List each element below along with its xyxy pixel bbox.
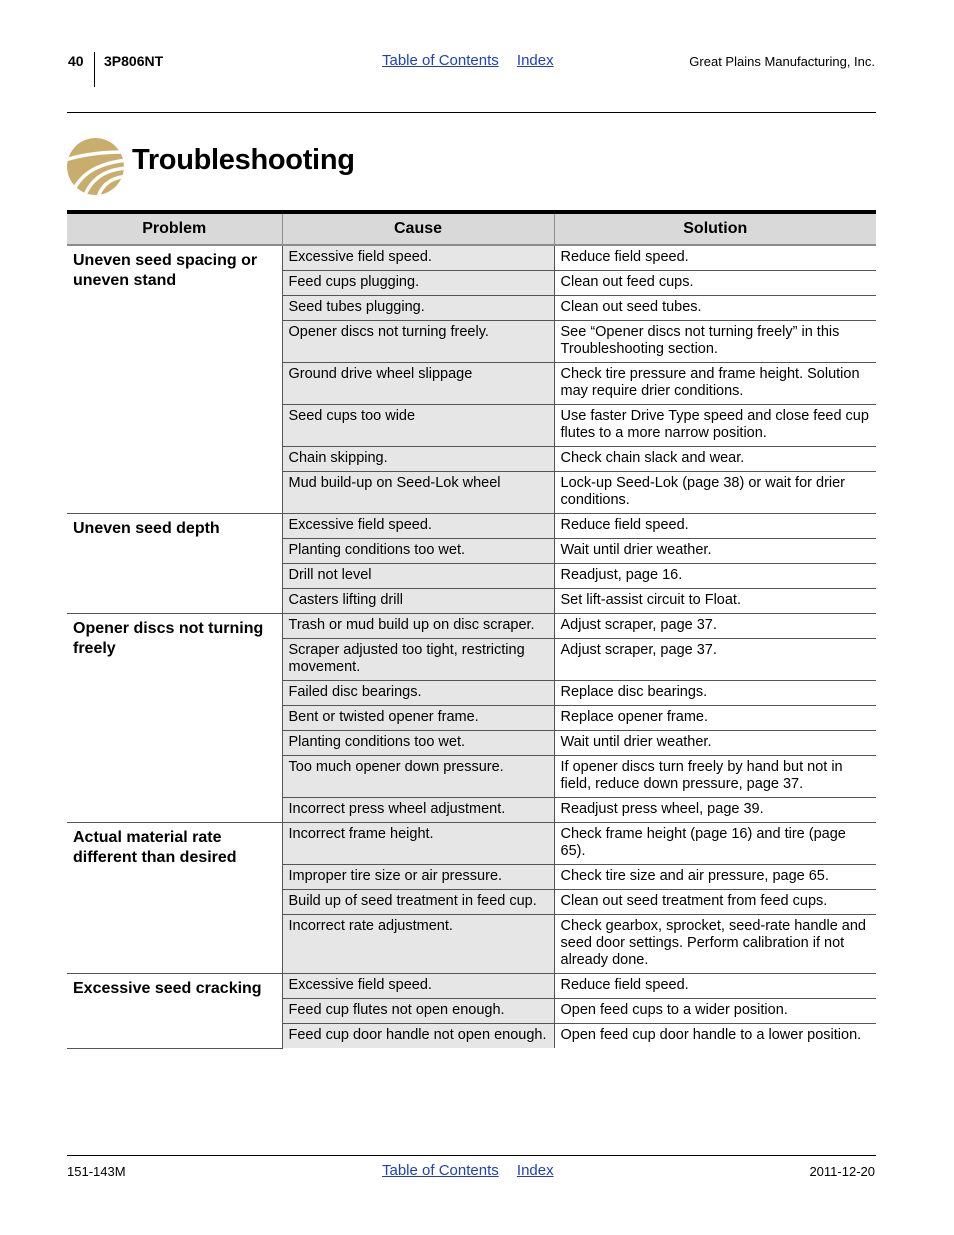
cause-cell: Improper tire size or air pressure. — [282, 865, 554, 890]
solution-cell: Use faster Drive Type speed and close feed cup flutes to a more narrow position. — [554, 405, 876, 447]
solution-cell: Lock-up Seed-Lok (page 38) or wait for drier conditions. — [554, 472, 876, 514]
header-nav — [382, 52, 568, 69]
problem-cell: Actual material rate different than desired — [67, 823, 282, 974]
problem-cell: Uneven seed spacing or uneven stand — [67, 245, 282, 514]
cause-cell: Excessive field speed. — [282, 514, 554, 539]
table-row — [67, 614, 876, 639]
solution-cell: Check chain slack and wear. — [554, 447, 876, 472]
cause-cell: Bent or twisted opener frame. — [282, 706, 554, 731]
solution-cell: Clean out seed treatment from feed cups. — [554, 890, 876, 915]
solution-cell: Replace disc bearings. — [554, 681, 876, 706]
problem-cell: Uneven seed depth — [67, 514, 282, 614]
solution-cell: Readjust press wheel, page 39. — [554, 798, 876, 823]
solution-cell: Open feed cup door handle to a lower position. — [560, 1027, 862, 1043]
solution-cell: Check gearbox, sprocket, seed-rate handle and seed door settings. Perform calibration if not already done. — [554, 915, 876, 974]
cause-cell: Feed cups plugging. — [282, 271, 554, 296]
cause-cell: Mud build-up on Seed-Lok wheel — [282, 472, 554, 514]
cause-cell: Drill not level — [282, 564, 554, 589]
cause-cell: Ground drive wheel slippage — [282, 363, 554, 405]
solution-cell: Replace opener frame. — [554, 706, 876, 731]
cause-cell: Too much opener down pressure. — [282, 756, 554, 798]
column-header-cause: Cause — [282, 212, 554, 245]
solution-cell: Wait until drier weather. — [554, 731, 876, 756]
table-row — [67, 514, 876, 539]
solution-cell: Check tire pressure and frame height. Solution may require drier conditions. — [554, 363, 876, 405]
header-divider — [94, 52, 95, 87]
solution-cell: Set lift-assist circuit to Float. — [554, 589, 876, 614]
cause-cell: Feed cup flutes not open enough. — [282, 999, 554, 1024]
footer-date: 2011-12-20 — [809, 1164, 875, 1179]
index-link[interactable]: Index — [516, 52, 554, 69]
cause-cell: Incorrect rate adjustment. — [282, 915, 554, 974]
solution-cell: Adjust scraper, page 37. — [554, 639, 876, 681]
solution-cell: Clean out feed cups. — [554, 271, 876, 296]
page-title: Troubleshooting — [132, 144, 355, 176]
solution-cell: If opener discs turn freely by hand but not in field, reduce down pressure, page 37. — [554, 756, 876, 798]
cause-cell: Excessive field speed. — [282, 974, 554, 999]
solution-cell: Readjust, page 16. — [554, 564, 876, 589]
footer-doc-number: 151-143M — [67, 1164, 126, 1179]
solution-cell: See “Opener discs not turning freely” in this Troubleshooting section. — [554, 321, 876, 363]
cause-cell: Trash or mud build up on disc scraper. — [282, 614, 554, 639]
page-header — [0, 0, 954, 115]
cause-cell: Opener discs not turning freely. — [282, 321, 554, 363]
solution-cell: Check tire size and air pressure, page 65. — [554, 865, 876, 890]
cause-cell: Planting conditions too wet. — [282, 731, 554, 756]
cause-cell: Incorrect frame height. — [282, 823, 554, 865]
solution-cell: Reduce field speed. — [554, 245, 876, 271]
cause-cell: Planting conditions too wet. — [282, 539, 554, 564]
document-code: 3P806NT — [104, 53, 164, 69]
solution-cell: Reduce field speed. — [554, 514, 876, 539]
column-header-solution: Solution — [554, 212, 876, 245]
cause-cell: Build up of seed treatment in feed cup. — [282, 890, 554, 915]
great-plains-logo-icon — [67, 138, 124, 195]
cause-cell: Scraper adjusted too tight, restricting movement. — [282, 639, 554, 681]
solution-cell: Adjust scraper, page 37. — [554, 614, 876, 639]
cause-cell: Casters lifting drill — [282, 589, 554, 614]
problem-cell: Excessive seed cracking — [67, 974, 282, 1049]
footer-rule — [67, 1155, 876, 1156]
cause-cell: Incorrect press wheel adjustment. — [282, 798, 554, 823]
company-name: Great Plains Manufacturing, Inc. — [689, 54, 875, 69]
cause-cell: Seed cups too wide — [282, 405, 554, 447]
footer-table-of-contents-link[interactable]: Table of Contents — [382, 1162, 499, 1179]
solution-cell: Check frame height (page 16) and tire (page 65). — [554, 823, 876, 865]
page-number: 40 — [68, 53, 84, 69]
table-of-contents-link[interactable]: Table of Contents — [382, 52, 499, 69]
table-row — [67, 974, 876, 999]
solution-cell: Clean out seed tubes. — [554, 296, 876, 321]
table-row — [67, 823, 876, 865]
problem-cell: Opener discs not turning freely — [67, 614, 282, 823]
footer-index-link[interactable]: Index — [516, 1162, 554, 1179]
cause-cell: Chain skipping. — [282, 447, 554, 472]
solution-cell: Open feed cups to a wider position. — [554, 999, 876, 1024]
cause-cell: Seed tubes plugging. — [282, 296, 554, 321]
solution-cell: Reduce field speed. — [554, 974, 876, 999]
cause-cell: Excessive field speed. — [282, 245, 554, 271]
column-header-problem: Problem — [67, 212, 282, 245]
table-row — [67, 245, 876, 271]
troubleshooting-table — [67, 210, 876, 1049]
table-body — [67, 245, 876, 1048]
header-rule — [67, 112, 876, 113]
cause-cell: Failed disc bearings. — [282, 681, 554, 706]
table-header-row — [67, 212, 876, 245]
footer-nav — [382, 1162, 568, 1179]
cause-cell: Feed cup door handle not open enough. — [282, 1024, 554, 1049]
solution-cell: Wait until drier weather. — [554, 539, 876, 564]
